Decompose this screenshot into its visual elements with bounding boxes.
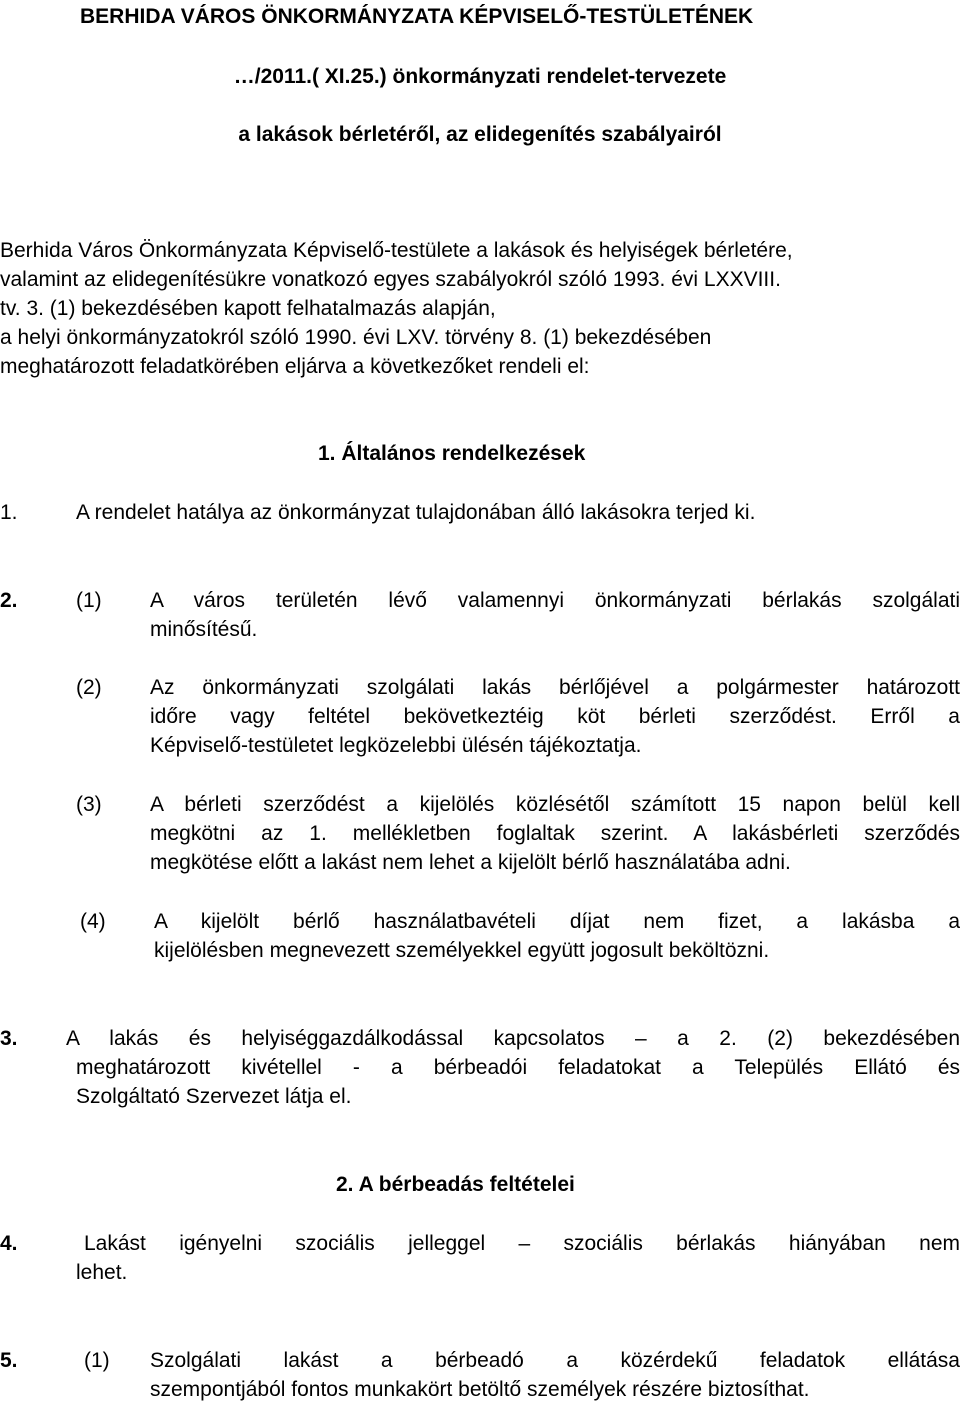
paragraph-number: 4. — [0, 1232, 18, 1255]
item-line: szempontjából fontos munkakört betöltő személyek részére biztosíthat. — [150, 1378, 810, 1401]
item-line: Az önkormányzati szolgálati lakás bérlőjével a polgármester határozott — [150, 676, 960, 699]
header-title: BERHIDA VÁROS ÖNKORMÁNYZATA KÉPVISELŐ-TESTÜLETÉNEK — [80, 5, 754, 28]
item-line: A kijelölt bérlő használatbavételi díjat nem fizet, a lakásba a — [154, 910, 960, 933]
item-label: (1) — [84, 1349, 110, 1372]
item-line: időre vagy feltétel bekövetkeztéig köt bérleti szerződést. Erről a — [150, 705, 960, 728]
item-label: (3) — [76, 793, 102, 816]
item-line: A bérleti szerződést a kijelölés közlésétől számított 15 napon belül kell — [150, 793, 960, 816]
item-label: (1) — [76, 589, 102, 612]
item-line: A város területén lévő valamennyi önkormányzati bérlakás szolgálati — [150, 589, 960, 612]
paragraph-number: 5. — [0, 1349, 18, 1372]
section-heading: 2. A bérbeadás feltételei — [336, 1173, 575, 1196]
paragraph-text: A rendelet hatálya az önkormányzat tulajdonában álló lakásokra terjed ki. — [76, 501, 756, 524]
header-subject: a lakások bérletéről, az elidegenítés szabályairól — [238, 123, 722, 146]
preamble-line: tv. 3. (1) bekezdésében kapott felhatalmazás alapján, — [0, 297, 496, 320]
item-line: minősítésű. — [150, 618, 258, 641]
paragraph-line: lehet. — [76, 1261, 128, 1284]
item-label: (2) — [76, 676, 102, 699]
preamble-line: meghatározott feladatkörében eljárva a következőket rendeli el: — [0, 355, 590, 378]
section-heading: 1. Általános rendelkezések — [318, 442, 586, 465]
item-label: (4) — [80, 910, 106, 933]
header-decree-number: …/2011.( XI.25.) önkormányzati rendelet-tervezete — [233, 65, 727, 88]
paragraph-line: meghatározott kivétellel - a bérbeadói feladatokat a Település Ellátó és — [76, 1056, 960, 1079]
item-line: megkötése előtt a lakást nem lehet a kijelölt bérlő használatába adni. — [150, 851, 791, 874]
paragraph-number: 3. — [0, 1027, 18, 1050]
preamble-line: a helyi önkormányzatokról szóló 1990. évi LXV. törvény 8. (1) bekezdésében — [0, 326, 712, 349]
paragraph-line: A lakás és helyiséggazdálkodással kapcsolatos – a 2. (2) bekezdésében — [66, 1027, 960, 1050]
paragraph-number: 1. — [0, 501, 18, 524]
item-line: Szolgálati lakást a bérbeadó a közérdekű feladatok ellátása — [150, 1349, 960, 1372]
item-line: megkötni az 1. mellékletben foglaltak szerint. A lakásbérleti szerződés — [150, 822, 960, 845]
item-line: Képviselő-testületet legközelebbi ülésén tájékoztatja. — [150, 734, 642, 757]
paragraph-line: Szolgáltató Szervezet látja el. — [76, 1085, 352, 1108]
preamble-line: Berhida Város Önkormányzata Képviselő-testülete a lakások és helyiségek bérletére, — [0, 239, 793, 262]
paragraph-number: 2. — [0, 589, 18, 612]
item-line: kijelölésben megnevezett személyekkel együtt jogosult beköltözni. — [154, 939, 770, 962]
paragraph-line: Lakást igényelni szociális jelleggel – szociális bérlakás hiányában nem — [84, 1232, 960, 1255]
preamble-line: valamint az elidegenítésükre vonatkozó egyes szabályokról szóló 1993. évi LXXVIII. — [0, 268, 781, 291]
